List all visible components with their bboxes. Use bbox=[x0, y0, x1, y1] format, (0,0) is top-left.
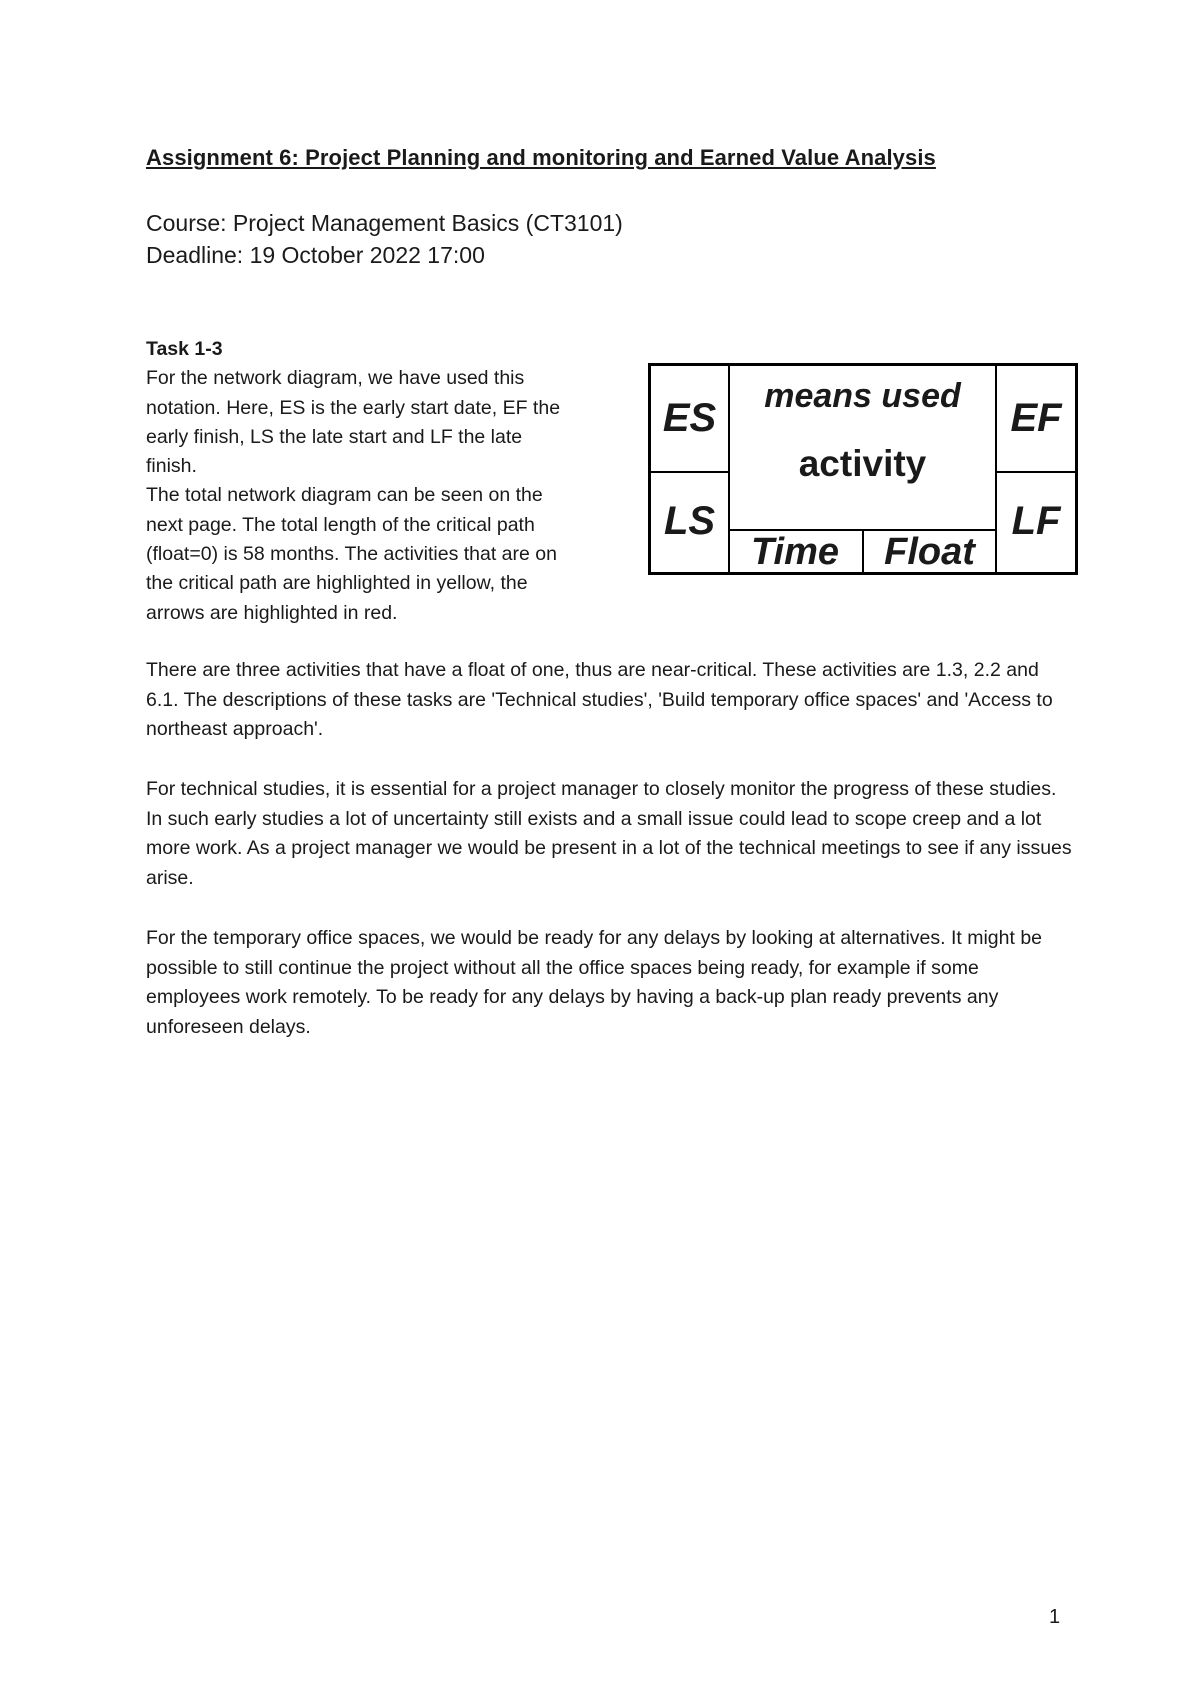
notation-ef-cell: EF bbox=[995, 366, 1075, 473]
task-line: For the network diagram, we have used this bbox=[146, 367, 525, 390]
task-line: (float=0) is 58 months. The activities that are on bbox=[146, 543, 557, 566]
task-line: arrows are highlighted in red. bbox=[146, 601, 398, 624]
near-critical-paragraph: There are three activities that have a float of one, thus are near-critical. These activities are 1.3, 2.2 and 6.1. The descriptions of these tasks are 'Technical studies', 'Build temporary office spaces' and 'Access to northeast approach'. bbox=[146, 659, 1053, 740]
notation-time-cell: Time bbox=[728, 529, 864, 572]
notation-activity-cell bbox=[728, 366, 997, 531]
task-line: the critical path are highlighted in yellow, the bbox=[146, 572, 528, 595]
notation-es-cell: ES bbox=[651, 366, 730, 473]
task-section bbox=[146, 335, 626, 628]
deadline-line: Deadline: 19 October 2022 17:00 bbox=[146, 242, 485, 268]
task-heading: Task 1-3 bbox=[146, 338, 223, 360]
course-line: Course: Project Management Basics (CT3101) bbox=[146, 210, 623, 236]
task-description bbox=[146, 364, 626, 628]
task-line: notation. Here, ES is the early start date, EF the bbox=[146, 396, 561, 419]
notation-ls-cell: LS bbox=[651, 471, 730, 572]
task-line: early finish, LS the late start and LF the late bbox=[146, 425, 523, 448]
notation-activity-label: activity bbox=[798, 443, 927, 484]
document-title: Assignment 6: Project Planning and monitoring and Earned Value Analysis bbox=[146, 145, 936, 170]
notation-means-used-label: means used bbox=[764, 377, 961, 415]
task-line: finish. bbox=[146, 455, 197, 478]
notation-float-cell: Float bbox=[884, 531, 975, 573]
task-line: next page. The total length of the critical path bbox=[146, 513, 535, 536]
task-line: The total network diagram can be seen on the bbox=[146, 484, 543, 507]
notation-lf-cell: LF bbox=[995, 471, 1075, 572]
page-number: 1 bbox=[1049, 1606, 1061, 1628]
technical-studies-paragraph: For technical studies, it is essential for a project manager to closely monitor the progress of these studies. In such early studies a lot of uncertainty still exists and a small issue could lead to scope creep and a lot more work. As a project manager we would be present in a lot of the technical meetings to see if any issues arise. bbox=[146, 778, 1072, 889]
network-notation-diagram bbox=[648, 363, 1078, 575]
office-spaces-paragraph: For the temporary office spaces, we would be ready for any delays by looking at alternatives. It might be possible to still continue the project without all the office spaces being ready, for example if some employees work remotely. To be ready for any delays by having a back-up plan ready prevents any unforeseen delays. bbox=[146, 927, 1043, 1038]
